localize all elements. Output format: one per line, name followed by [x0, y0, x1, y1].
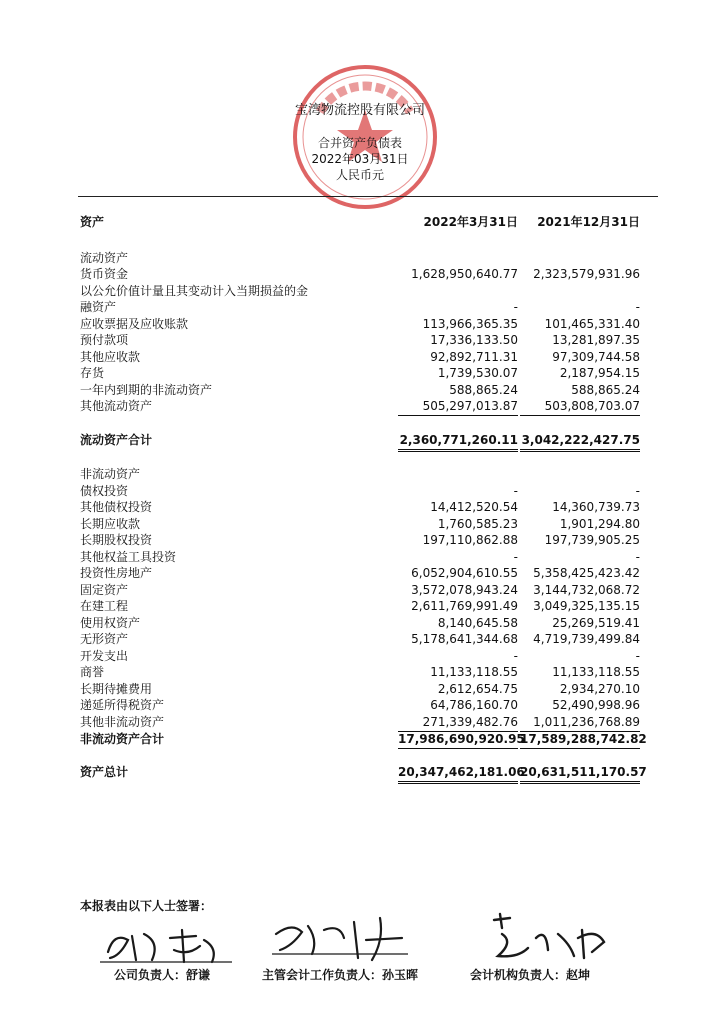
table-row: 开发支出 - - [80, 649, 640, 663]
statement-date: 2022年03月31日 [311, 152, 409, 166]
table-row: 使用权资产 8,140,645.58 25,269,519.41 [80, 616, 640, 630]
company-name: 宝湾物流控股有限公司 [294, 103, 425, 118]
table-row: 债权投资 - - [80, 484, 640, 498]
signature-intro: 本报表由以下人士签署： [80, 899, 213, 913]
total-assets-row: 资产总计 20,347,462,181.06 20,631,511,170.57 [80, 764, 640, 781]
table-row: 长期应收款 1,760,585.23 1,901,294.80 [80, 517, 640, 531]
table-row: 应收票据及应收账款 113,966,365.35 101,465,331.40 [80, 317, 640, 331]
column-label: 资产 [80, 215, 105, 229]
table-row: 货币资金 1,628,950,640.77 2,323,579,931.96 [80, 267, 640, 281]
table-row: 其他债权投资 14,412,520.54 14,360,739.73 [80, 500, 640, 514]
table-row: 在建工程 2,611,769,991.49 3,049,325,135.15 [80, 599, 640, 613]
table-row: 一年内到期的非流动资产 588,865.24 588,865.24 [80, 383, 640, 397]
table-row: 无形资产 5,178,641,344.68 4,719,739,499.84 [80, 632, 640, 646]
table-row: 投资性房地产 6,052,904,610.55 5,358,425,423.42 [80, 566, 640, 580]
section-heading: 非流动资产 [80, 467, 141, 481]
section-heading: 流动资产 [80, 251, 129, 265]
signature-handwriting [488, 908, 618, 966]
signature-handwriting [262, 910, 412, 966]
signer-company-head: 公司负责人：舒谦 [114, 968, 211, 982]
table-row: 其他应收款 92,892,711.31 97,309,744.58 [80, 350, 640, 364]
table-row: 其他非流动资产 271,339,482.76 1,011,236,768.89 [80, 714, 640, 731]
signer-accounting-head: 会计机构负责人：赵坤 [470, 968, 591, 982]
table-row: 商誉 11,133,118.55 11,133,118.55 [80, 665, 640, 679]
current-assets-total-row: 流动资产合计 2,360,771,260.11 3,042,222,427.75 [80, 432, 640, 449]
table-row: 其他流动资产 505,297,013.87 503,808,703.07 [80, 398, 640, 415]
column-prior-period: 2021年12月31日 [537, 215, 640, 229]
table-row: 固定资产 3,572,078,943.24 3,144,732,068.72 [80, 583, 640, 597]
table-row: 长期股权投资 197,110,862.88 197,739,905.25 [80, 533, 640, 547]
noncurrent-assets-total-row: 非流动资产合计 17,986,690,920.95 17,589,288,742.82 [80, 731, 640, 748]
table-row: 长期待摊费用 2,612,654.75 2,934,270.10 [80, 682, 640, 696]
table-row: 其他权益工具投资 - - [80, 550, 640, 564]
statement-title: 合并资产负债表 [317, 136, 402, 150]
header-divider [78, 196, 658, 197]
column-current-period: 2022年3月31日 [423, 215, 518, 229]
table-row: 融资产 - - [80, 300, 640, 314]
table-row: 预付款项 17,336,133.50 13,281,897.35 [80, 333, 640, 347]
table-row: 以公允价值计量且其变动计入当期损益的金 [80, 284, 309, 298]
signer-chief-accountant: 主管会计工作负责人：孙玉晖 [262, 968, 419, 982]
column-header-row [80, 214, 640, 231]
currency-unit: 人民币元 [335, 168, 384, 182]
table-row: 存货 1,739,530.07 2,187,954.15 [80, 366, 640, 380]
table-row: 递延所得税资产 64,786,160.70 52,490,998.96 [80, 698, 640, 712]
signature-handwriting [100, 922, 240, 966]
